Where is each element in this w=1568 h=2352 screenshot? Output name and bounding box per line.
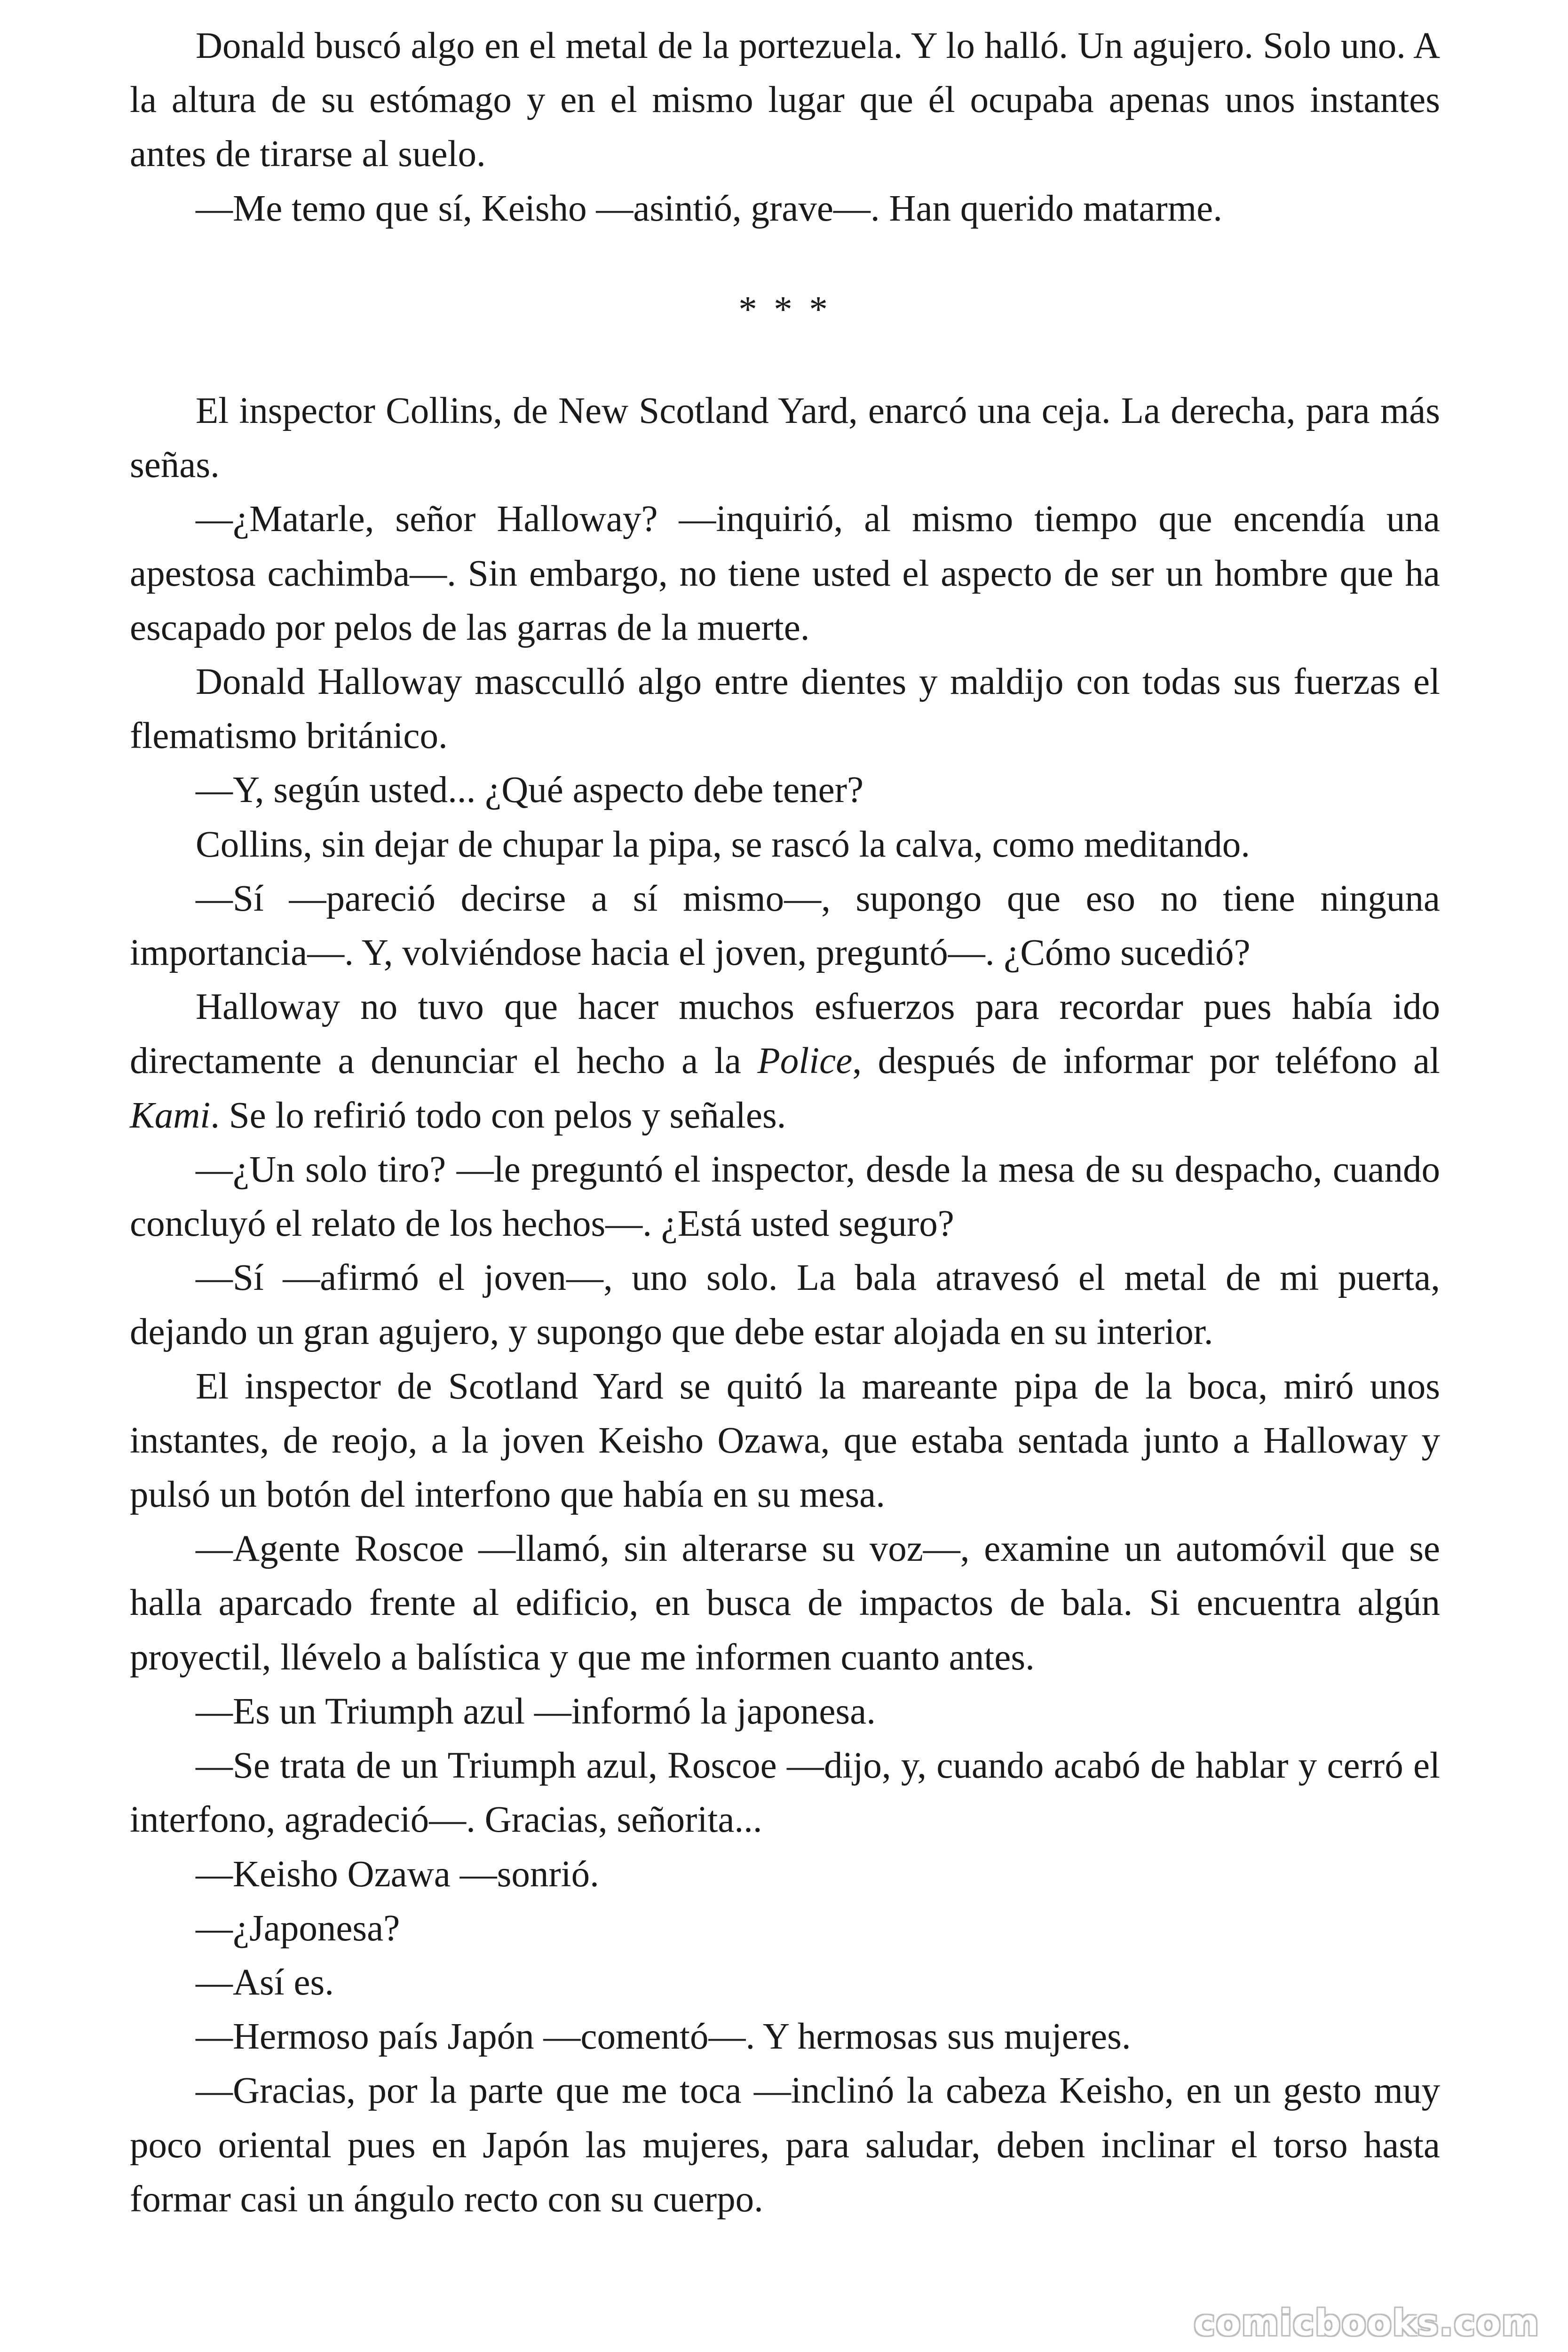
paragraph: —Agente Roscoe —llamó, sin alterarse su voz—, examine un automóvil que se halla aparcado frente al edificio, en busca de impactos de bala. Si encuentra algún proyectil, llévelo a balística y que me informen cuanto antes. [130,1528,1440,1678]
paragraph: —Gracias, por la parte que me toca —inclinó la cabeza Keisho, en un gesto muy poco oriental pues en Japón las mujeres, para saludar, deben inclinar el torso hasta formar casi un ángulo recto con su cuerpo. [130,2070,1440,2220]
text-run: Halloway no tuvo que hacer muchos esfuerzos para recordar pues había ido directamente a denunciar el hecho a la [130,986,1440,1082]
paragraph: —Sí —pareció decirse a sí mismo—, supongo que eso no tiene ninguna importancia—. Y, volviéndose hacia el joven, preguntó—. ¿Cómo sucedió? [130,878,1440,974]
text-run: , después de informar por teléfono al [852,1041,1441,1082]
paragraph: Donald Halloway mascculló algo entre dientes y maldijo con todas sus fuerzas el flematismo británico. [130,661,1440,757]
book-page [130,19,1440,2226]
paragraph: —Se trata de un Triumph azul, Roscoe —dijo, y, cuando acabó de hablar y cerró el interfono, agradeció—. Gracias, señorita... [130,1745,1440,1841]
section-separator: * * * [738,289,832,330]
paragraph: —Es un Triumph azul —informó la japonesa. [196,1691,876,1732]
italic-text: Kami [130,1095,211,1136]
text-run: . Se lo refirió todo con pelos y señales. [210,1095,786,1136]
paragraph: —Y, según usted... ¿Qué aspecto debe tener? [196,770,864,811]
paragraph: —Sí —afirmó el joven—, uno solo. La bala atravesó el metal de mi puerta, dejando un gran agujero, y supongo que debe estar alojada en su interior. [130,1257,1440,1353]
paragraph: —Me temo que sí, Keisho —asintió, grave—. Han querido matarme. [196,188,1222,229]
paragraph: —Así es. [196,1962,334,2003]
italic-text: Police [757,1041,853,1082]
paragraph-with-italics [130,980,1440,1143]
paragraph: —Keisho Ozawa —sonrió. [196,1853,599,1895]
paragraph: El inspector Collins, de New Scotland Yard, enarcó una ceja. La derecha, para más señas. [130,390,1440,486]
paragraph: —¿Japonesa? [196,1907,400,1949]
paragraph: —¿Un solo tiro? —le preguntó el inspector, desde la mesa de su despacho, cuando concluyó el relato de los hechos—. ¿Está usted seguro? [130,1149,1440,1245]
paragraph: —¿Matarle, señor Halloway? —inquirió, al mismo tiempo que encendía una apestosa cachimba—. Sin embargo, no tiene usted el aspecto de ser un hombre que ha escapado por pelos de las garras de la muerte. [130,499,1440,648]
paragraph: —Hermoso país Japón —comentó—. Y hermosas sus mujeres. [196,2016,1131,2058]
watermark: comicbooks.com [1194,2302,1540,2344]
paragraph: Donald buscó algo en el metal de la portezuela. Y lo halló. Un agujero. Solo uno. A la altura de su estómago y en el mismo lugar que él ocupaba apenas unos instantes antes de tirarse al suelo. [130,25,1440,175]
paragraph: El inspector de Scotland Yard se quitó la mareante pipa de la boca, miró unos instantes, de reojo, a la joven Keisho Ozawa, que estaba sentada junto a Halloway y pulsó un botón del interfono que había en su mesa. [130,1366,1440,1516]
paragraph: Collins, sin dejar de chupar la pipa, se rascó la calva, como meditando. [196,824,1251,865]
